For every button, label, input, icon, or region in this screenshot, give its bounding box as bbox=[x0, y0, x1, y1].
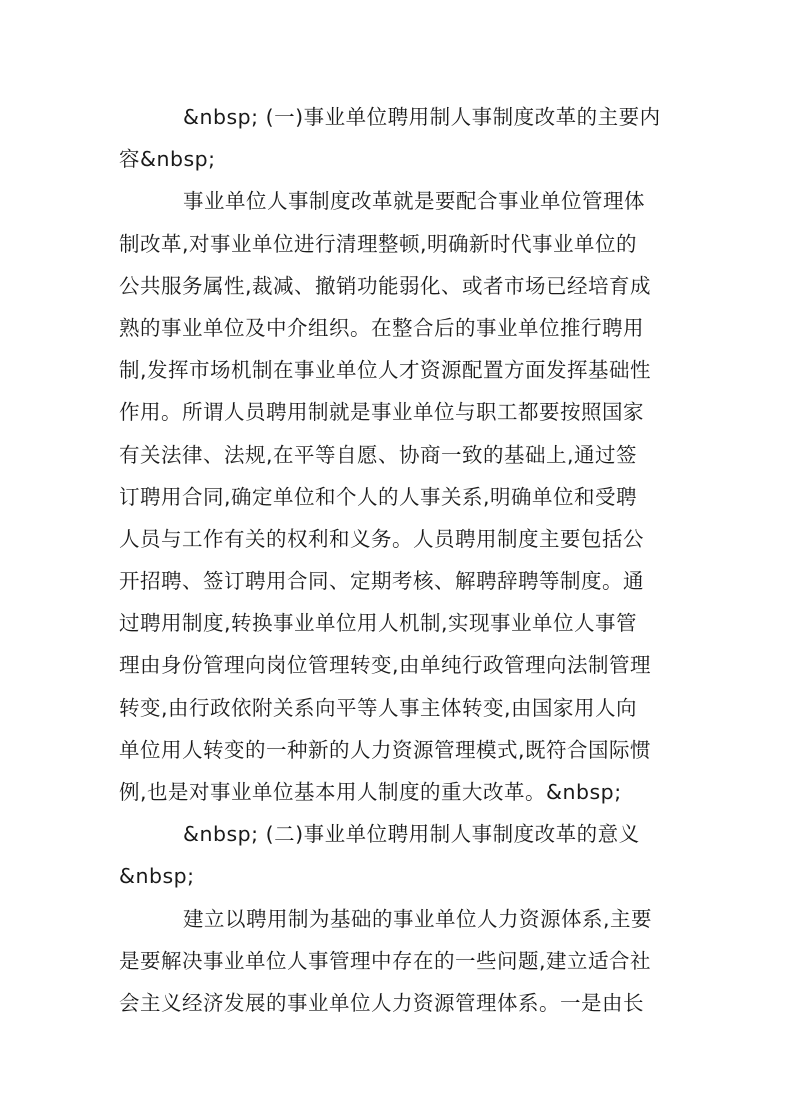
paragraph-line: 人员与工作有关的权利和义务。人员聘用制度主要包括公 bbox=[119, 526, 644, 551]
paragraph-line: 订聘用合同,确定单位和个人的人事关系,明确单位和受聘 bbox=[119, 484, 638, 509]
paragraph-line: 开招聘、签订聘用合同、定期考核、解聘辞聘等制度。通 bbox=[119, 569, 644, 594]
paragraph-line: 作用。所谓人员聘用制就是事业单位与职工都要按照国家 bbox=[119, 400, 644, 425]
heading-line: &nbsp; (一)事业单位聘用制人事制度改革的主要内 bbox=[183, 105, 661, 129]
paragraph-line: 建立以聘用制为基础的事业单位人力资源体系,主要 bbox=[183, 906, 653, 931]
paragraph-line: 转变,由行政依附关系向平等人事主体转变,由国家用人向 bbox=[119, 695, 638, 720]
heading-line: &nbsp; (二)事业单位聘用制人事制度改革的意义 bbox=[183, 822, 640, 847]
paragraph-line: 过聘用制度,转换事业单位用人机制,实现事业单位人事管 bbox=[119, 611, 638, 636]
paragraph-line: 有关法律、法规,在平等自愿、协商一致的基础上,通过签 bbox=[119, 442, 638, 467]
heading-line: &nbsp; bbox=[119, 864, 195, 889]
paragraph-line: 例,也是对事业单位基本用人制度的重大改革。&nbsp; bbox=[119, 780, 622, 804]
paragraph-line: 是要解决事业单位人事管理中存在的一些问题,建立适合社 bbox=[119, 948, 652, 973]
paragraph-line: 单位用人转变的一种新的人力资源管理模式,既符合国际惯 bbox=[119, 737, 652, 762]
paragraph-line: 制改革,对事业单位进行清理整顿,明确新时代事业单位的 bbox=[119, 231, 638, 256]
paragraph-line: 会主义经济发展的事业单位人力资源管理体系。一是由长 bbox=[119, 990, 644, 1015]
paragraph-line: 制,发挥市场机制在事业单位人才资源配置方面发挥基础性 bbox=[119, 358, 652, 383]
document-body bbox=[119, 96, 671, 1024]
paragraph-line: 熟的事业单位及中介组织。在整合后的事业单位推行聘用 bbox=[119, 315, 644, 340]
paragraph-line: 理由身份管理向岗位管理转变,由单纯行政管理向法制管理 bbox=[119, 653, 652, 678]
heading-line: 容&nbsp; bbox=[119, 147, 216, 172]
paragraph-line: 公共服务属性,裁减、撤销功能弱化、或者市场已经培育成 bbox=[119, 273, 652, 298]
paragraph-line: 事业单位人事制度改革就是要配合事业单位管理体 bbox=[183, 189, 645, 214]
